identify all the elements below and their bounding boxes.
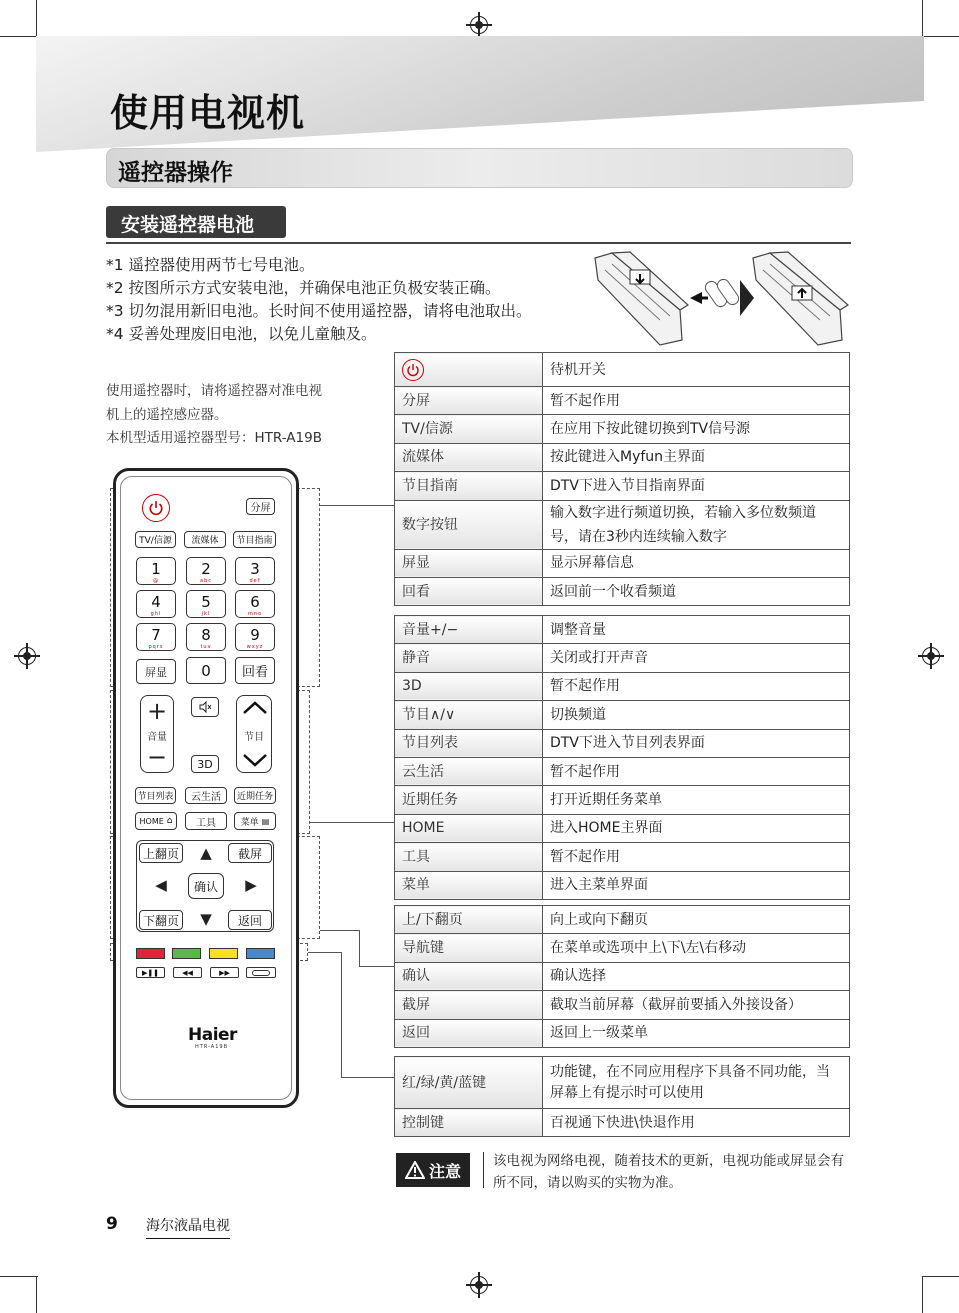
intro-line: 本机型适用遥控器型号：HTR-A19B [106, 430, 322, 446]
table-key: 红/绿/黄/蓝键 [395, 1057, 543, 1109]
back-button[interactable]: 返回 [228, 910, 272, 930]
leader-line [308, 952, 342, 953]
home-button[interactable] [135, 812, 177, 830]
table-row [395, 729, 850, 757]
warning-badge [396, 1153, 470, 1187]
table-value: 向上或向下翻页 [543, 906, 850, 934]
table-value: 在应用下按此键切换到TV信号源 [543, 415, 850, 443]
warning-text: 该电视为网络电视，随着技术的更新，电视功能或屏显会有所不同，请以购买的实物为准。 [493, 1153, 844, 1191]
crop-mark [36, 0, 37, 38]
table-key: 工具 [395, 843, 543, 871]
tv-source-button[interactable]: TV/信源 [135, 531, 176, 548]
registration-mark-icon [922, 647, 940, 665]
table-value: 显示屏幕信息 [543, 549, 850, 577]
usage-intro [106, 380, 386, 451]
crop-mark [0, 1276, 38, 1277]
digit-0-button[interactable]: 0 [186, 657, 226, 684]
table-row [395, 672, 850, 700]
table-key: 确认 [395, 962, 543, 990]
key-digit: 3 [250, 560, 260, 578]
table-value: 进入主菜单界面 [543, 871, 850, 899]
key-letters: def [249, 578, 261, 584]
digit-7-button[interactable] [136, 623, 176, 651]
table-value: 关闭或打开声音 [543, 644, 850, 672]
registration-mark-icon [18, 647, 36, 665]
warning-label: 注意 [428, 1161, 461, 1181]
section-title: 遥控器操作 [118, 160, 233, 186]
table-value: DTV下进入节目指南界面 [543, 472, 850, 500]
volume-rocker[interactable] [140, 695, 174, 773]
table-value: 在菜单或选项中上\下\左\右移动 [543, 934, 850, 962]
table-row [395, 1109, 850, 1137]
key-digit: 8 [201, 626, 211, 644]
key-letters: wxyz [246, 644, 264, 650]
program-list-button[interactable]: 节目列表 [135, 787, 176, 804]
table-key: 回看 [395, 577, 543, 605]
brand-logo: Haier [188, 1025, 237, 1045]
divider [106, 242, 851, 244]
table-key: 菜单 [395, 871, 543, 899]
table-value: 输入数字进行频道切换，若输入多位数频道号，请在3秒内连续输入数字 [543, 500, 850, 549]
blue-key-button[interactable] [246, 948, 275, 959]
leader-line [310, 822, 394, 823]
subsection-title: 安装遥控器电池 [121, 214, 255, 236]
table-value: 返回上一级菜单 [543, 1019, 850, 1047]
table-key: 3D [395, 672, 543, 700]
button-table-4 [394, 1056, 850, 1137]
table-key: 云生活 [395, 757, 543, 785]
table-key: 截屏 [395, 991, 543, 1019]
table-key: 分屏 [395, 387, 543, 415]
table-key: 静音 [395, 644, 543, 672]
table-key: 数字按钮 [395, 500, 543, 549]
table-key [395, 353, 543, 387]
cloud-life-button[interactable]: 云生活 [185, 787, 227, 804]
down-arrow-button[interactable]: ▼ [200, 910, 212, 928]
key-letters: mno [247, 611, 263, 617]
leader-line [320, 930, 360, 931]
table-key: 屏显 [395, 549, 543, 577]
table-key: 节目列表 [395, 729, 543, 757]
table-row [395, 906, 850, 934]
table-row [395, 934, 850, 962]
table-row [395, 387, 850, 415]
crop-mark [36, 1276, 37, 1313]
table-row [395, 415, 850, 443]
table-row [395, 577, 850, 605]
green-key-button[interactable] [172, 948, 201, 959]
crop-mark [922, 1276, 923, 1313]
ok-button[interactable]: 确认 [188, 873, 224, 899]
digit-6-button[interactable] [235, 590, 275, 618]
menu-icon: ▤ [261, 816, 270, 826]
table-value: 截取当前屏幕（截屏前要插入外接设备） [543, 991, 850, 1019]
table-row [395, 1057, 850, 1109]
table-row [395, 814, 850, 842]
table-row [395, 644, 850, 672]
table-key: HOME [395, 814, 543, 842]
chevron-down-icon [240, 752, 270, 768]
digit-4-button[interactable] [136, 590, 176, 618]
recent-tasks-button[interactable]: 近期任务 [234, 787, 276, 804]
page-title: 使用电视机 [110, 91, 306, 135]
table-key: 节目指南 [395, 472, 543, 500]
menu-button[interactable] [234, 812, 276, 830]
key-digit: 4 [151, 593, 161, 611]
crop-mark [922, 0, 923, 38]
page-up-button[interactable]: 上翻页 [139, 843, 183, 863]
yellow-key-button[interactable] [209, 948, 238, 959]
volume-label: 音量 [147, 732, 167, 743]
fast-forward-button[interactable] [210, 967, 239, 978]
table-value: 暂不起作用 [543, 843, 850, 871]
digit-3-button[interactable] [235, 557, 275, 585]
table-row [395, 472, 850, 500]
power-button[interactable] [142, 494, 170, 522]
crop-mark [922, 1276, 959, 1277]
table-value: 暂不起作用 [543, 757, 850, 785]
crop-mark [922, 36, 959, 37]
channel-label: 节目 [244, 732, 264, 743]
chevron-up-icon [240, 700, 270, 716]
home-icon: ⌂ [166, 816, 173, 826]
button-table-3 [394, 905, 850, 1048]
fast-forward-icon: ▶▶ [219, 968, 230, 977]
rewind-icon: ◀◀ [182, 968, 193, 977]
note-item: *2 按图所示方式安装电池，并确保电池正负极安装正确。 [106, 279, 501, 297]
table-key: 节目∧/∨ [395, 701, 543, 729]
digit-9-button[interactable] [235, 623, 275, 651]
split-screen-button[interactable]: 分屏 [246, 498, 275, 515]
table-key: 导航键 [395, 934, 543, 962]
leader-line [320, 505, 394, 506]
power-icon [148, 500, 164, 516]
menu-label: 菜单 [240, 817, 259, 828]
table-key: 流媒体 [395, 443, 543, 471]
registration-mark-icon [470, 16, 488, 34]
warning-icon [405, 1161, 425, 1179]
table-value: 返回前一个收看频道 [543, 577, 850, 605]
key-digit: 1 [151, 560, 161, 578]
minus-icon: − [146, 743, 168, 771]
channel-rocker[interactable] [236, 695, 272, 773]
leader-line [341, 952, 342, 1078]
digit-5-button[interactable] [186, 590, 226, 618]
table-row [395, 549, 850, 577]
table-row [395, 500, 850, 549]
table-row [395, 701, 850, 729]
digit-1-button[interactable] [136, 557, 176, 585]
table-value: 按此键进入Myfun主界面 [543, 443, 850, 471]
divider [483, 1152, 484, 1188]
table-row [395, 616, 850, 644]
table-value: 待机开关 [543, 353, 850, 387]
digit-8-button[interactable] [186, 623, 226, 651]
leader-line [359, 930, 360, 967]
button-table-1 [394, 352, 850, 606]
note-item: *1 遥控器使用两节七号电池。 [106, 256, 315, 274]
leader-line [341, 1077, 394, 1078]
page-number: 9 [106, 1214, 118, 1234]
battery-notes [106, 254, 532, 346]
intro-line: 机上的遥控感应器。 [106, 406, 228, 423]
intro-line: 使用遥控器时，请将遥控器对准电视 [106, 383, 322, 399]
key-digit: 5 [201, 593, 211, 611]
play-pause-button[interactable] [136, 967, 165, 978]
note-item: *3 切勿混用新旧电池。长时间不使用遥控器，请将电池取出。 [106, 302, 532, 320]
battery-install-illustration [590, 250, 852, 348]
plus-icon: + [146, 697, 168, 725]
recall-button[interactable]: 回看 [235, 657, 275, 684]
key-letters: ghi [150, 611, 162, 617]
table-value: 暂不起作用 [543, 672, 850, 700]
key-letters: tuv [200, 644, 212, 650]
guide-button[interactable]: 节目指南 [233, 531, 276, 548]
right-arrow-button[interactable]: ▶ [245, 876, 257, 894]
table-value: 确认选择 [543, 962, 850, 990]
power-icon [402, 359, 424, 381]
footer-brand: 海尔液晶电视 [146, 1215, 230, 1239]
page-down-button[interactable]: 下翻页 [139, 910, 183, 930]
model-label: HTR-A19B [195, 1044, 228, 1050]
red-key-button[interactable] [136, 948, 165, 959]
note-item: *4 妥善处理废旧电池，以免儿童触及。 [106, 325, 377, 343]
rewind-button[interactable] [173, 967, 202, 978]
table-key: 音量+/− [395, 616, 543, 644]
table-value: 百视通下快进\快退作用 [543, 1109, 850, 1137]
key-digit: 9 [250, 626, 260, 644]
table-key: 上/下翻页 [395, 906, 543, 934]
table-value: 切换频道 [543, 701, 850, 729]
table-value: 暂不起作用 [543, 387, 850, 415]
table-key: TV/信源 [395, 415, 543, 443]
3d-button[interactable]: 3D [191, 755, 219, 773]
table-key: 控制键 [395, 1109, 543, 1137]
table-row [395, 991, 850, 1019]
table-value: 功能键，在不同应用程序下具备不同功能，当屏幕上有提示时可以使用 [543, 1057, 850, 1109]
crop-mark [0, 36, 38, 37]
screenshot-button[interactable]: 截屏 [228, 843, 272, 863]
registration-mark-icon [470, 1276, 488, 1294]
table-value: 调整音量 [543, 616, 850, 644]
home-label: HOME [139, 816, 164, 826]
button-table-2 [394, 615, 850, 900]
up-arrow-button[interactable]: ▲ [200, 844, 212, 862]
key-letters: abc [200, 578, 212, 584]
table-row [395, 962, 850, 990]
streaming-button[interactable]: 流媒体 [184, 531, 226, 548]
table-value: DTV下进入节目列表界面 [543, 729, 850, 757]
table-key: 返回 [395, 1019, 543, 1047]
table-row [395, 443, 850, 471]
stop-button[interactable] [246, 967, 276, 978]
table-row [395, 843, 850, 871]
display-button[interactable]: 屏显 [136, 659, 176, 684]
mute-icon [198, 701, 212, 713]
table-key: 近期任务 [395, 786, 543, 814]
table-value: 打开近期任务菜单 [543, 786, 850, 814]
table-row [395, 757, 850, 785]
key-letters: jkl [201, 611, 211, 617]
stop-icon [252, 970, 270, 976]
left-arrow-button[interactable]: ◀ [155, 876, 167, 894]
digit-2-button[interactable] [186, 557, 226, 585]
leader-line [359, 966, 394, 967]
key-digit: 7 [151, 626, 161, 644]
tools-button[interactable]: 工具 [185, 812, 227, 830]
key-digit: 6 [250, 593, 260, 611]
play-pause-icon: ▶❚❚ [141, 968, 160, 977]
key-digit: 2 [201, 560, 211, 578]
table-row [395, 353, 850, 387]
mute-button[interactable] [191, 697, 219, 717]
table-row [395, 786, 850, 814]
table-value: 进入HOME主界面 [543, 814, 850, 842]
table-row [395, 1019, 850, 1047]
key-letters: pqrs [148, 644, 164, 650]
table-row [395, 871, 850, 899]
key-letters: @ [153, 578, 159, 584]
